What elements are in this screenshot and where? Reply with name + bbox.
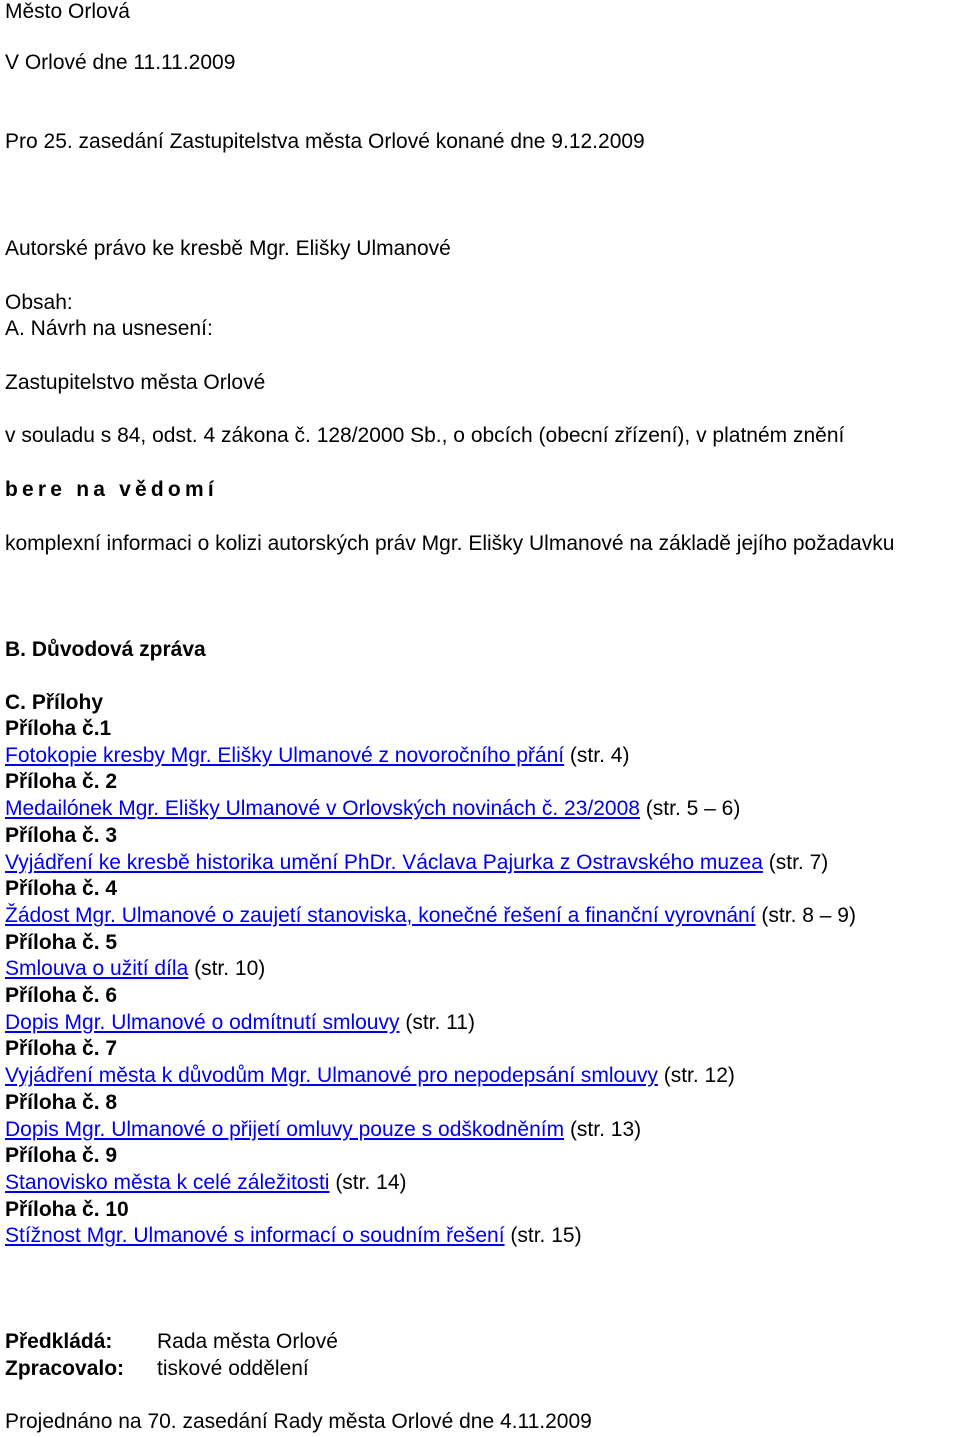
attachment-page-ref: (str. 11) <box>399 1010 475 1034</box>
attachment-row <box>5 744 629 768</box>
city-name: Město Orlová <box>5 0 130 23</box>
attachment-row <box>5 851 828 875</box>
attachment-label: Příloha č. 9 <box>5 1144 118 1168</box>
attachment-link[interactable]: Stížnost Mgr. Ulmanové s informací o soudním řešení <box>5 1224 505 1248</box>
attachment-label: Příloha č.1 <box>5 717 112 740</box>
prepared-by-row <box>5 1357 309 1381</box>
attachment-link[interactable]: Vyjádření ke kresbě historika umění PhDr. Václava Pajurka z Ostravského muzea <box>5 850 763 874</box>
attachment-row <box>5 1011 475 1035</box>
legal-basis: v souladu s 84, odst. 4 zákona č. 128/2000 Sb., o obcích (obecní zřízení), v platném znění <box>5 424 845 447</box>
attachment-link[interactable]: Žádost Mgr. Ulmanové o zaujetí stanoviska, konečné řešení a finanční vyrovnání <box>5 903 756 927</box>
section-b-heading: B. Důvodová zpráva <box>5 638 206 661</box>
resolution-text: komplexní informaci o kolizi autorských práv Mgr. Elišky Ulmanové na základě jejího požadavku <box>5 532 895 555</box>
attachment-page-ref: (str. 15) <box>504 1224 582 1248</box>
submitted-by-row <box>5 1330 338 1354</box>
resolution-verb: bere na vědomí <box>5 478 218 501</box>
attachment-row <box>5 1224 582 1248</box>
attachment-label: Příloha č. 5 <box>5 930 118 954</box>
attachment-row <box>5 957 265 981</box>
attachment-link[interactable]: Medailónek Mgr. Elišky Ulmanové v Orlovských novinách č. 23/2008 <box>5 797 640 821</box>
attachment-label: Příloha č. 10 <box>5 1197 129 1221</box>
attachment-link[interactable]: Dopis Mgr. Ulmanové o odmítnutí smlouvy <box>5 1010 400 1034</box>
attachment-label: Příloha č. 2 <box>5 770 118 794</box>
attachment-row <box>5 1171 407 1195</box>
attachment-link[interactable]: Smlouva o užití díla <box>5 957 189 981</box>
attachment-page-ref: (str. 14) <box>329 1170 407 1194</box>
attachment-page-ref: (str. 5 – 6) <box>639 797 741 821</box>
attachment-page-ref: (str. 10) <box>188 957 266 981</box>
section-a-heading: A. Návrh na usnesení: <box>5 317 213 340</box>
session-line: Pro 25. zasedání Zastupitelstva města Orlové konané dne 9.12.2009 <box>5 130 645 153</box>
attachment-row <box>5 1118 641 1142</box>
attachment-label: Příloha č. 4 <box>5 877 118 901</box>
attachment-page-ref: (str. 7) <box>762 850 829 874</box>
attachment-label: Příloha č. 7 <box>5 1037 118 1061</box>
attachment-label: Příloha č. 3 <box>5 823 118 847</box>
attachment-link[interactable]: Stanovisko města k celé záležitosti <box>5 1170 330 1194</box>
attachment-page-ref: (str. 12) <box>657 1064 735 1088</box>
document-title: Autorské právo ke kresbě Mgr. Elišky Ulmanové <box>5 237 451 260</box>
attachment-page-ref: (str. 8 – 9) <box>755 903 856 927</box>
attachment-label: Příloha č. 8 <box>5 1090 118 1114</box>
attachment-page-ref: (str. 4) <box>564 743 630 767</box>
submitted-by-label: Předkládá: <box>5 1330 113 1353</box>
submitted-by-value: Rada města Orlové <box>157 1330 338 1353</box>
attachment-row <box>5 904 856 928</box>
prepared-by-label: Zpracovalo: <box>5 1357 125 1380</box>
prepared-by-value: tiskové oddělení <box>157 1357 309 1380</box>
attachment-row <box>5 797 740 821</box>
discussed-line: Projednáno na 70. zasedání Rady města Orlové dne 4.11.2009 <box>5 1410 592 1433</box>
section-c-heading: C. Přílohy <box>5 691 104 714</box>
attachment-link[interactable]: Fotokopie kresby Mgr. Elišky Ulmanové z novoročního přání <box>5 743 565 767</box>
council-name: Zastupitelstvo města Orlové <box>5 371 266 394</box>
attachment-label: Příloha č. 6 <box>5 984 118 1007</box>
attachment-page-ref: (str. 13) <box>564 1117 642 1141</box>
attachment-link[interactable]: Vyjádření města k důvodům Mgr. Ulmanové pro nepodepsání smlouvy <box>5 1064 658 1088</box>
attachment-link[interactable]: Dopis Mgr. Ulmanové o přijetí omluvy pouze s odškodněním <box>5 1117 565 1141</box>
date-line: V Orlové dne 11.11.2009 <box>5 51 236 74</box>
attachment-row <box>5 1064 735 1088</box>
contents-heading: Obsah: <box>5 291 73 314</box>
